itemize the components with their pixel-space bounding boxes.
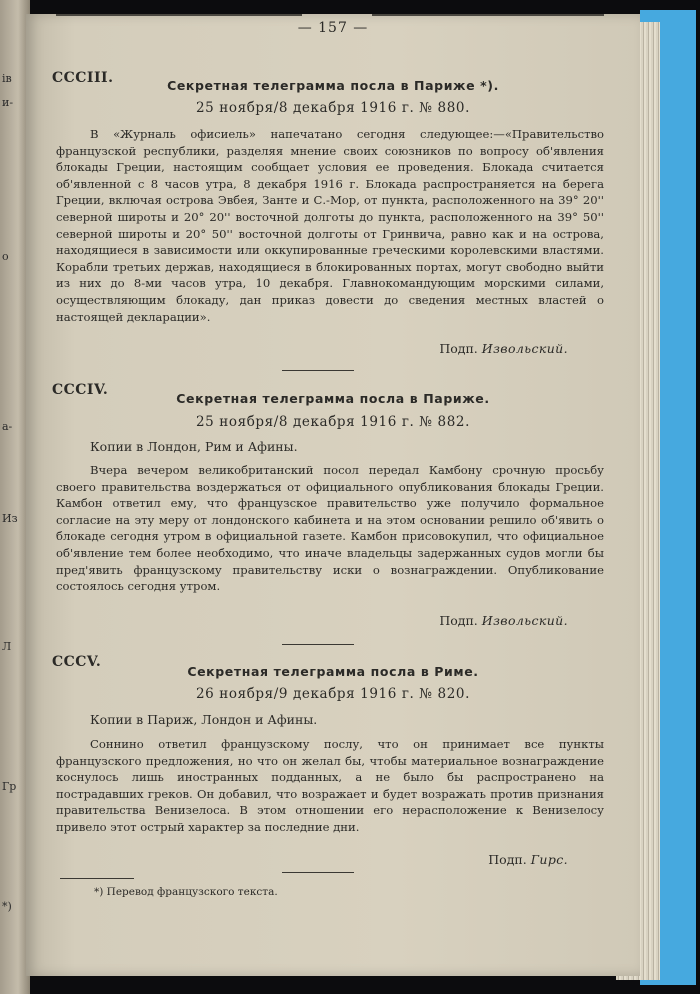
footnote: *) Перевод французского текста. (94, 886, 278, 898)
document-number: CCCIII. (52, 70, 114, 86)
document-copies: Копии в Лондон, Рим и Афины. (90, 439, 298, 454)
document-title: Секретная телеграмма посла в Париже. (176, 391, 490, 406)
section-separator (282, 644, 354, 645)
document-body: В «Журналь офисиель» напечатано сегодня следующее:—«Правительство французской республики, разделяя мнение своих союзников по вопросу об'явления блокады Греции, настоящим сообщает условия ее проведения. Блокада считается об'явленной с 8 часов утра, 8 декабря 1916 г. Блокада распространяется на берега Греции, включая острова Эвбея, Занте и С.-Мор, от пункта, расположенного на 39° 20'' северной широты и 20° 20'' восточной долготы до пункта, расположенного на 39° 50'' северной широты и 20° 50'' восточной долготы от Гринвича, равно как и на острова, находящиеся в зависимости или оккупированные греческими королевскими властями. Корабли третьих держав, находящиеся в блокированных портах, могут свободно выйти из них до 8-ми часов утра, 10 декабря. Главнокомандующим морскими силами, осуществляющим блокаду, дан приказ довести до сведения местных властей о настоящей декларации». (56, 127, 604, 324)
document-body: Соннино ответил французскому послу, что он принимает все пункты французского предложения, но что он желал бы, чтобы материальное вознаграждение коснулось лишь иностранных подданных, а не было бы распространено на пострадавших греков. Он добавил, что возражает и будет возражать против признания правительства Венизелоса. В этом отношении его нерасположение к Венизелосу привело этот острый характер за последние дни. (56, 737, 604, 834)
document-number: CCCV. (52, 654, 102, 670)
page-number: — 157 — (297, 20, 369, 36)
document-body: Вчера вечером великобританский посол передал Камбону срочную просьбу своего правительства воздержаться от официального опубликования блокады Греции. Камбон ответил ему, что французское правительство уже получило формальное согласие на эту меру от лондонского кабинета и на этом основании решило об'явить о блокаде сегодня утром в официальной газете. Камбон присовокупил, что официальное об'явление тем более необходимо, что иначе владельцы задержанных судов могли бы пред'явить французскому правительству иски о вознаграждении. Опубликование состоялось сегодня утром. (56, 463, 604, 594)
document-date: 26 ноября/9 декабря 1916 г. № 820. (195, 686, 471, 702)
document-date: 25 ноября/8 декабря 1916 г. № 880. (195, 100, 471, 116)
document-number: CCCIV. (52, 382, 109, 398)
book-page (26, 14, 640, 976)
document-signature: Подп. Гирс. (488, 852, 568, 867)
document-copies: Копии в Париж, Лондон и Афины. (90, 712, 318, 727)
document-date: 25 ноября/8 декабря 1916 г. № 882. (195, 414, 471, 430)
document-signature: Подп. Извольский. (439, 341, 568, 356)
footnote-rule (60, 878, 134, 879)
header-rule-right (372, 14, 604, 16)
facing-page-edge: ів и- о а- Из Л Гр *) (0, 0, 30, 994)
document-signature: Подп. Извольский. (439, 613, 568, 628)
section-separator (282, 872, 354, 873)
header-rule-left (56, 14, 302, 16)
document-title: Секретная телеграмма посла в Париже *). (167, 78, 499, 93)
document-title: Секретная телеграмма посла в Риме. (187, 664, 479, 679)
section-separator (282, 370, 354, 371)
